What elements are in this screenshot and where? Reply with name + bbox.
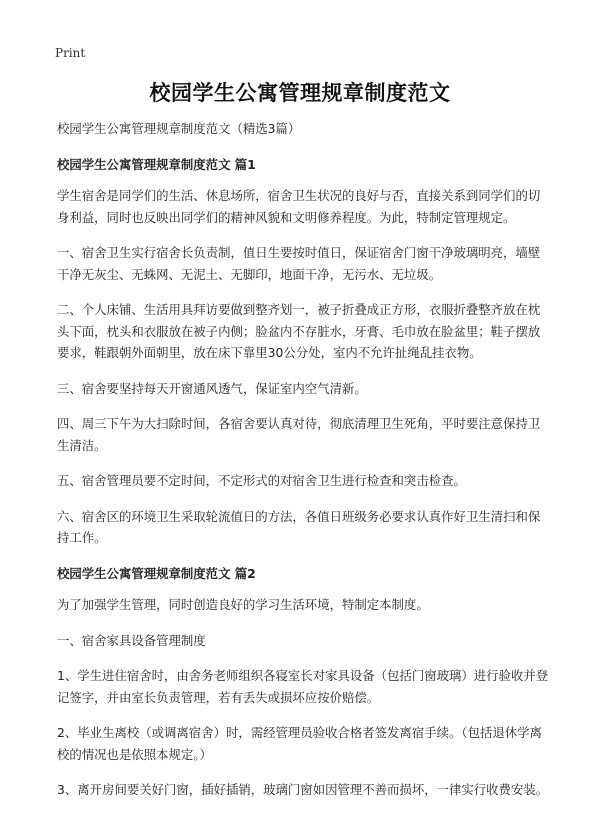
- section-1-heading: 校园学生公寓管理规章制度范文 篇1: [57, 156, 256, 172]
- print-link[interactable]: Print: [55, 46, 86, 60]
- section-2-paragraph: 一、宿舍家具设备管理制度: [57, 632, 206, 648]
- section-1-paragraph: 三、宿舍要坚持每天开窗通风透气，保证室内空气清新。: [57, 380, 367, 396]
- section-2-paragraph: 1、学生进住宿舍时，由舍务老师组织各寝室长对家具设备（包括门窗玻璃）进行验收并登记签字，并由室长负责管理，若有丢失或损坏应按价赔偿。: [57, 668, 549, 705]
- document-body: [57, 118, 551, 815]
- document-title: 校园学生公寓管理规章制度范文: [149, 81, 451, 105]
- section-2-paragraph: 2、毕业生离校（或调离宿舍）时，需经管理员验收合格者签发离宿手续。（包括退休学离校的情况也是依照本规定。）: [57, 725, 542, 762]
- section-2-paragraph: 3、离开房间要关好门窗，插好插销，玻璃门窗如因管理不善而损坏，一律实行收费安装。: [57, 782, 549, 797]
- section-1-paragraph: 二、个人床铺、生活用具拜访要做到整齐划一，被子折叠成正方形，衣服折叠整齐放在枕头下面，枕头和衣服放在被子内侧；脸盆内不存脏水，牙膏、毛巾放在脸盆里；鞋子摆放要求，鞋跟朝外面朝里，放在床下靠里30公分处，室内不允许扯绳乱挂衣物。: [57, 302, 541, 360]
- section-1-paragraph: 五、宿舍管理员要不定时间，不定形式的对宿舍卫生进行检查和突击检查。: [57, 473, 466, 488]
- section-1-paragraph: 学生宿舍是同学们的生活、休息场所，宿舍卫生状况的良好与否，直接关系到同学们的切身利益，同时也反映出同学们的精神风貌和文明修养程度。为此，特制定管理规定。: [57, 188, 541, 225]
- section-2-paragraph: 为了加强学生管理，同时创造良好的学习生活环境，特制定本制度。: [57, 597, 429, 612]
- section-1-paragraph: 四、周三下午为大扫除时间，各宿舍要认真对待，彻底清理卫生死角，平时要注意保持卫生清洁。: [57, 416, 541, 453]
- document-subtitle: 校园学生公寓管理规章制度范文（精选3篇）: [57, 121, 301, 136]
- section-1-paragraph: 一、宿舍卫生实行宿舍长负责制，值日生要按时值日，保证宿舍门窗干净玻璃明亮，墙壁干净无灰尘、无蛛网、无泥土、无脚印，地面干净，无污水、无垃圾。: [57, 245, 541, 282]
- section-2-heading: 校园学生公寓管理规章制度范文 篇2: [57, 565, 256, 581]
- section-1-paragraph: 六、宿舍区的环境卫生采取轮流值日的方法，各值日班级务必要求认真作好卫生清扫和保持工作。: [57, 508, 541, 545]
